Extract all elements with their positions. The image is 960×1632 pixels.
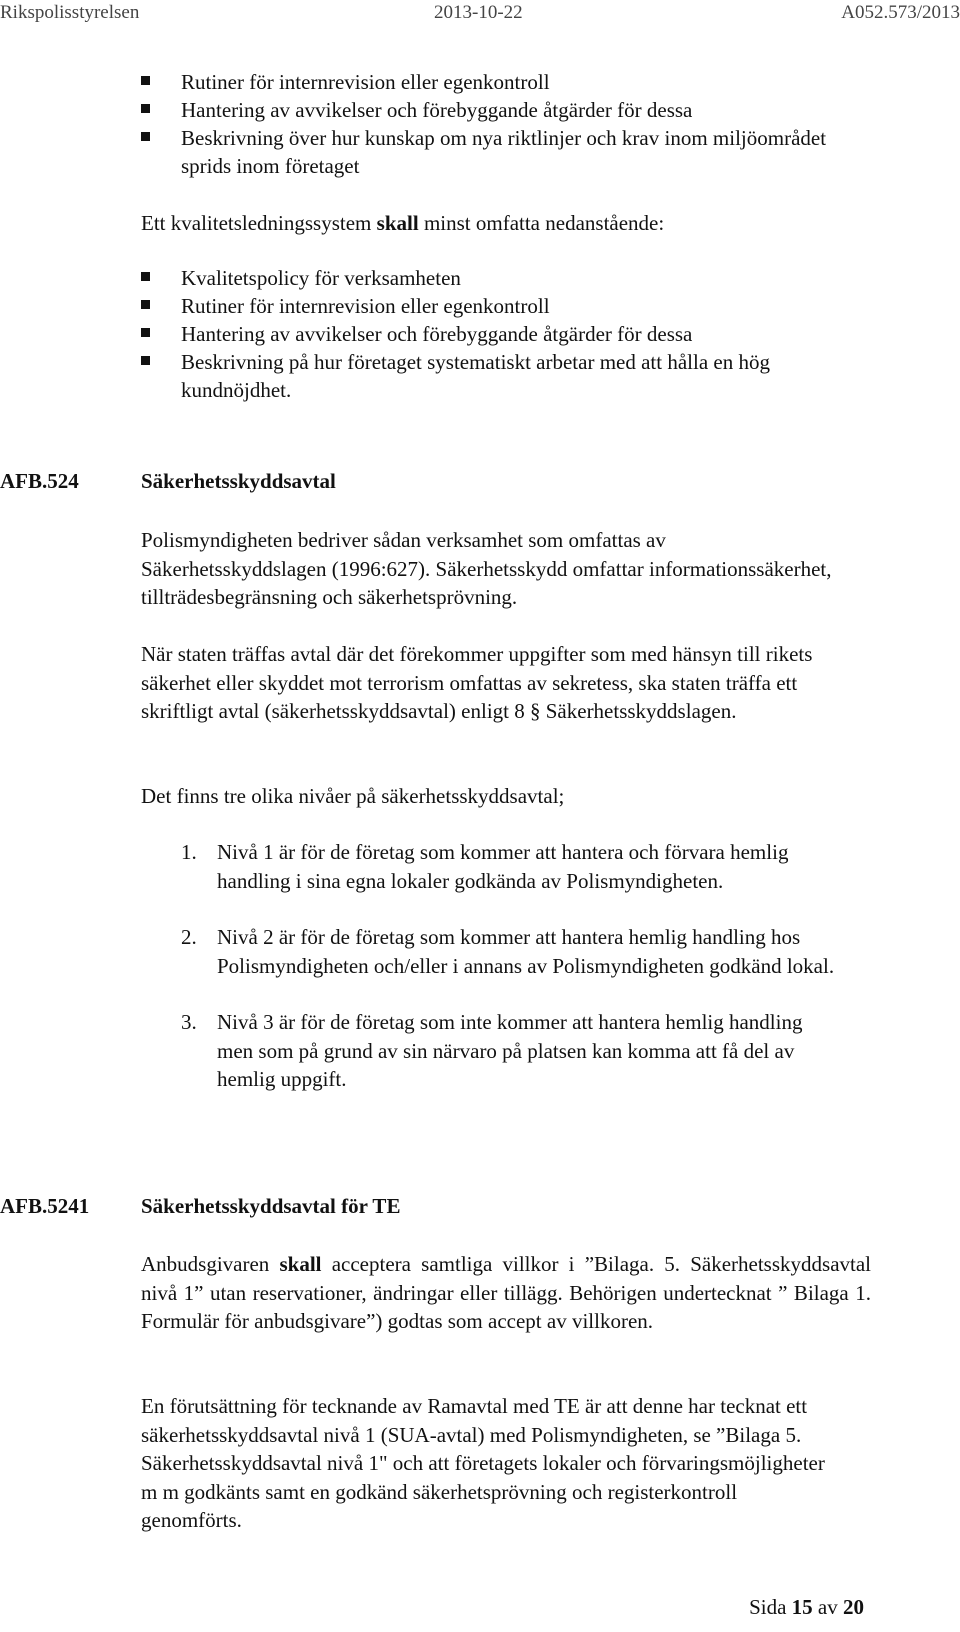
list-item: 2. Nivå 2 är för de företag som kommer att hantera hemlig handling hos Polismyndigheten och/eller i annans av Polismyndigheten godkänd lokal. bbox=[181, 925, 835, 978]
section-paragraph: Anbudsgivaren skall acceptera samtliga villkor i ”Bilaga. 5. Säkerhetsskyddsavtal nivå 1” utan reservationer, ändringar eller tillägg. Behörigen undertecknat ” Bilaga 1. Formulär för anbudsgivare”) godtas som accept av villkoren. bbox=[141, 1252, 872, 1333]
list-item: Rutiner för internrevision eller egenkontroll bbox=[141, 68, 881, 96]
list-item: Beskrivning på hur företaget systematiskt arbetar med att hålla en hög kundnöjdhet. bbox=[141, 348, 881, 404]
square-bullet-icon bbox=[141, 76, 150, 85]
page-footer: Sida 15 av 20 bbox=[749, 1595, 864, 1619]
square-bullet-icon bbox=[141, 356, 150, 365]
level-list bbox=[141, 838, 841, 1094]
square-bullet-icon bbox=[141, 132, 150, 141]
page-header bbox=[0, 0, 960, 26]
section-paragraph: Det finns tre olika nivåer på säkerhetsskyddsavtal; bbox=[141, 784, 565, 808]
square-bullet-icon bbox=[141, 328, 150, 337]
square-bullet-icon bbox=[141, 272, 150, 281]
list-item: 3. Nivå 3 är för de företag som inte kommer att hantera hemlig handling men som på grund av sin närvaro på platsen kan komma att få del av hemlig uppgift. bbox=[181, 1010, 803, 1091]
section-paragraph: En förutsättning för tecknande av Ramavtal med TE är att denne har tecknat ett säkerhetsskyddsavtal nivå 1 (SUA-avtal) med Polismyndigheten, se ”Bilaga 5. Säkerhetsskyddsavtal nivå 1" och att företagets lokaler och förvaringsmöjligheter m m godkänts samt en godkänd säkerhetsprövning och registerkontroll genomförts. bbox=[141, 1394, 825, 1532]
square-bullet-icon bbox=[141, 300, 150, 309]
bullet-list-kvalitet bbox=[141, 264, 881, 404]
list-item: Hantering av avvikelser och förebyggande åtgärder för dessa bbox=[141, 320, 881, 348]
header-date: 2013-10-22 bbox=[434, 2, 523, 23]
section-number: AFB.5241 bbox=[0, 1194, 90, 1218]
section-paragraph: När staten träffas avtal där det förekommer uppgifter som med hänsyn till rikets säkerhet eller skyddet mot terrorism omfattas av sekretess, ska staten träffa ett skriftligt avtal (säkerhetsskyddsavtal) enligt 8 § Säkerhetsskyddslagen. bbox=[141, 642, 813, 723]
bullet-list-top bbox=[141, 68, 881, 180]
kvalitet-intro: Ett kvalitetsledningssystem skall minst omfatta nedanstående: bbox=[141, 211, 665, 235]
list-item: 1. Nivå 1 är för de företag som kommer att hantera och förvara hemlig handling i sina egna lokaler godkända av Polismyndigheten. bbox=[181, 840, 789, 893]
section-paragraph: Polismyndigheten bedriver sådan verksamhet som omfattas av Säkerhetsskyddslagen (1996:627). Säkerhetsskydd omfattar informationssäkerhet, tillträdesbegränsning och säkerhetsprövning. bbox=[141, 528, 832, 609]
square-bullet-icon bbox=[141, 104, 150, 113]
header-reference: A052.573/2013 bbox=[841, 2, 960, 23]
list-item: Kvalitetspolicy för verksamheten bbox=[141, 264, 881, 292]
section-number: AFB.524 bbox=[0, 469, 79, 493]
list-item: Hantering av avvikelser och förebyggande åtgärder för dessa bbox=[141, 96, 881, 124]
list-item: Rutiner för internrevision eller egenkontroll bbox=[141, 292, 881, 320]
section-title: Säkerhetsskyddsavtal bbox=[141, 469, 336, 493]
section-title: Säkerhetsskyddsavtal för TE bbox=[141, 1194, 401, 1218]
header-organization: Rikspolisstyrelsen bbox=[0, 2, 140, 23]
list-item: Beskrivning över hur kunskap om nya riktlinjer och krav inom miljöområdet sprids inom företaget bbox=[141, 124, 881, 180]
